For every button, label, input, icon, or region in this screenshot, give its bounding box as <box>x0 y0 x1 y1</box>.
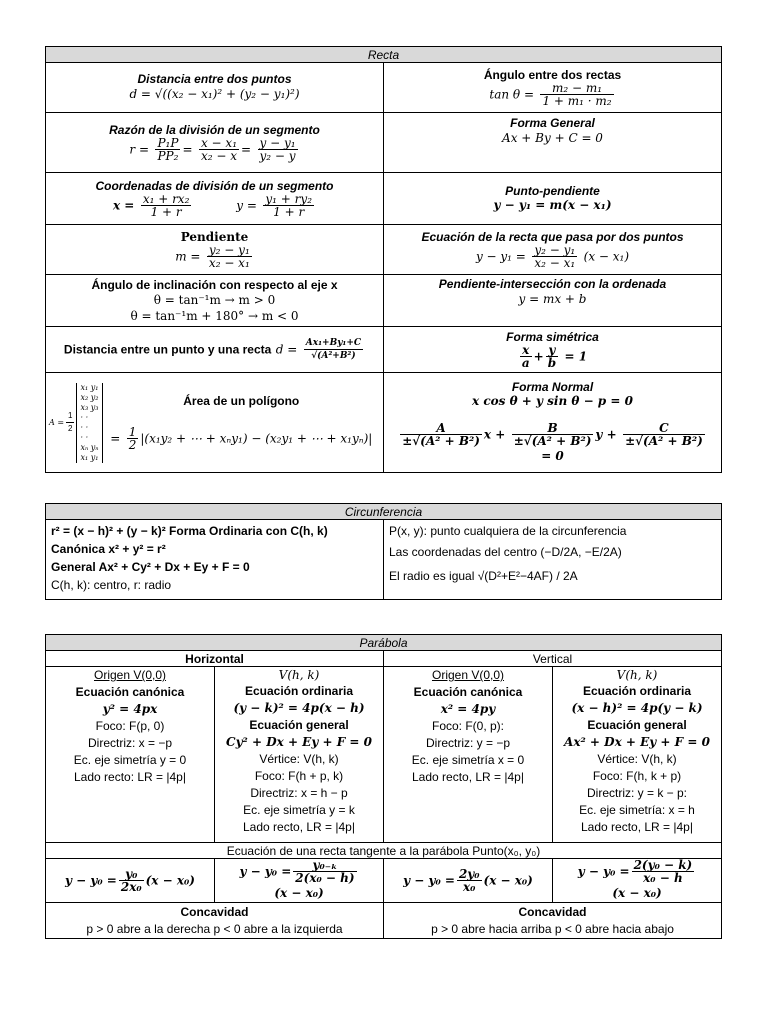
p4-general-label: Ecuación general <box>587 718 687 732</box>
fs-d2: b <box>547 355 557 370</box>
recta-table <box>45 46 722 473</box>
coordenadas-division-title: Coordenadas de división de un segmento <box>95 178 334 193</box>
razon-d3: y₂ − y <box>259 148 296 163</box>
t4-den: x₀ − h <box>643 871 683 885</box>
angulo-rectas-lhs: tan θ = <box>489 87 535 102</box>
t3-den: x₀ <box>463 880 476 894</box>
forma-normal-formula: x cos θ + y sin θ − p = 0 <box>472 393 633 408</box>
dos-puntos-rhs: (x − x₁) <box>583 249 630 264</box>
p4-vertice-label: V(h, k) <box>616 668 658 682</box>
circ-r2: Las coordenadas del centro (−D/2A, −E/2A) <box>389 545 622 559</box>
distancia-puntos-cell <box>46 63 384 113</box>
parabola-vertical-header: Vertical <box>384 651 722 667</box>
dpr-den: √(A²+B²) <box>311 351 356 361</box>
coordenadas-division-cell <box>46 173 384 225</box>
concavidad-h-text: p > 0 abre a la derecha p < 0 abre a la izquierda <box>86 921 343 936</box>
concavidad-h-title: Concavidad <box>180 904 249 919</box>
p2-directriz: Directriz: x = h − p <box>250 786 348 800</box>
fs-d1: a <box>521 355 530 370</box>
angulo-rectas-den: 1 + m₁ · m₂ <box>542 94 612 108</box>
p4-ordinaria: (x − h)² = 4p(y − k) <box>571 701 703 715</box>
parabola-col-2 <box>215 667 384 843</box>
coord-xl: x = <box>112 198 135 213</box>
p3-directriz: Directriz: y = −p <box>425 736 511 750</box>
forma-normal-title: Forma Normal <box>511 379 594 394</box>
forma-general-cell <box>384 113 722 173</box>
p2-general: Cy² + Dx + Ey + F = 0 <box>226 735 372 749</box>
area-rhs: |(x₁y₂ + ⋯ + xₙy₁) − (x₂y₁ + ⋯ + x₁yₙ)| <box>140 431 373 446</box>
dpr-lhs: d = <box>275 342 298 357</box>
circ-l4: C(h, k): centro, r: radio <box>51 578 172 592</box>
p2-vertice: Vértice: V(h, k) <box>259 752 339 766</box>
t1-rhs: (x − x₀) <box>145 873 195 888</box>
pendiente-den: x₂ − x₁ <box>208 256 250 270</box>
t2-num: y₀₋ₖ <box>293 859 356 872</box>
area-matrix: x₁ y₁ x₂ y₂ x₃ y₃ · · · · · · xₙ yₙ x₁ y₁ <box>76 383 102 463</box>
punto-pendiente-formula: y − y₁ = m(x − x₁) <box>493 198 612 212</box>
angulo-rectas-title: Ángulo entre dos rectas <box>483 68 622 82</box>
forma-general-title: Forma General <box>510 116 595 130</box>
area-frac-num: 1 <box>128 425 137 439</box>
forma-general-formula: Ax + By + C = 0 <box>502 131 603 145</box>
p4-directriz: Directriz: y = k − p: <box>586 786 688 800</box>
fn-den1: ±√(A² + B²) <box>402 433 480 448</box>
parabola-col-4 <box>553 667 722 843</box>
area-half-num: 1 <box>66 410 74 423</box>
area-frac-den: 2 <box>128 438 137 452</box>
pendiente-interseccion-cell <box>384 275 722 327</box>
t4-lhs: y − y₀ = <box>577 864 630 879</box>
forma-simetrica-cell: Forma simétrica $\frac{x}{a}$ + $\frac{y}{b}$ = 1 <box>384 327 722 373</box>
concavidad-v-text: p > 0 abre hacia arriba p < 0 abre hacia abajo <box>431 921 674 936</box>
concavidad-vertical <box>384 903 722 939</box>
angulo-inclinacion-l1: θ = tan⁻¹m → m > 0 <box>153 292 276 307</box>
razon-lhs: r = <box>129 142 150 157</box>
pendiente-lhs: m = <box>175 249 201 264</box>
punto-pendiente-cell <box>384 173 722 225</box>
tangente-2 <box>215 859 384 903</box>
coord-yn: y₁ + ry₂ <box>265 191 313 206</box>
recta-header: Recta <box>46 47 722 63</box>
p1-canonica: y² = 4px <box>102 702 158 716</box>
parabola-header: Parábola <box>46 635 722 651</box>
parabola-horizontal-header: Horizontal <box>46 651 384 667</box>
tangente-1 <box>46 859 215 903</box>
t3-lhs: y − y₀ = <box>403 873 455 888</box>
p4-lado-recto: Lado recto, LR = |4p| <box>581 820 693 834</box>
circunferencia-right <box>384 520 722 600</box>
t1-den: 2x₀ <box>120 880 142 894</box>
fn-den3: ±√(A² + B²) <box>625 433 703 448</box>
parabola-table <box>45 634 722 939</box>
p1-canonica-label: Ecuación canónica <box>75 685 185 699</box>
coord-yl: y = <box>236 198 257 213</box>
circunferencia-left <box>46 520 384 600</box>
parabola-col-3 <box>384 667 553 843</box>
t2-den: 2(x₀ − h) <box>295 871 355 885</box>
razon-n2: x − x₁ <box>200 135 237 150</box>
t3-rhs: (x − x₀) <box>483 873 533 888</box>
p2-ordinaria-label: Ecuación ordinaria <box>244 684 354 698</box>
fs-n1: x <box>520 344 532 357</box>
coord-xd: 1 + r <box>150 204 182 219</box>
recta-dos-puntos-cell <box>384 225 722 275</box>
circunferencia-header: Circunferencia <box>46 504 722 520</box>
p4-foco: Foco: F(h, k + p) <box>592 769 682 783</box>
p3-origen: Origen V(0,0) <box>431 668 505 682</box>
t4-num: 2(y₀ − k) <box>633 858 693 872</box>
circ-l2: Canónica x² + y² = r² <box>51 542 166 556</box>
p1-origen: Origen V(0,0) <box>93 668 167 682</box>
dos-puntos-den: x₂ − x₁ <box>534 255 576 270</box>
p2-vertice-label: V(h, k) <box>278 668 320 682</box>
tangente-4 <box>553 859 722 903</box>
distancia-puntos-formula: d = √((x₂ − x₁)² + (y₂ − y₁)²) <box>129 87 300 101</box>
p2-lado-recto: Lado recto, LR = |4p| <box>243 820 355 834</box>
circ-l1: r² = (x − h)² + (y − k)² Forma Ordinaria con C(h, k) <box>51 524 328 538</box>
circ-r3: El radio es igual √(D²+E²−4AF) / 2A <box>389 569 578 583</box>
p3-lado-recto: Lado recto, LR = |4p| <box>412 770 524 784</box>
t1-num: y₀ <box>119 868 144 881</box>
fn-A: A <box>400 422 482 435</box>
coord-yd: 1 + r <box>273 204 305 219</box>
concavidad-horizontal <box>46 903 384 939</box>
forma-normal-cell: Forma Normal x cos θ + y sin θ − p = 0 $\frac{A}{\text{±√(A² + B²)}}$ x + $\frac{B}{\text{±√(A² + B²)}}$ y + $\frac{C}{\text{±√(A² + B²)}}$ = 0 <box>384 373 722 473</box>
dpr-num: Ax₁+By₁+C <box>305 338 362 348</box>
fn-C: C <box>623 422 705 435</box>
dos-puntos-lhs: y − y₁ = <box>475 249 526 264</box>
razon-d1: PP₂ <box>157 148 179 163</box>
angulo-inclinacion-cell <box>46 275 384 327</box>
razon-division-cell: Razón de la división de un segmento r = $\frac{\text{P₁P}}{\text{PP₂}}$ = $\frac{\text{x − x₁}}{\text{x₂ − x}}$ = $\frac{\text{y − y₁}}{\text{y₂ − y}}$ <box>46 113 384 173</box>
fn-den2: ±√(A² + B²) <box>513 433 592 448</box>
p1-lado-recto: Lado recto: LR = |4p| <box>74 770 186 784</box>
distancia-punto-recta-title: Distancia entre un punto y una recta <box>63 342 272 357</box>
tangente-3 <box>384 859 553 903</box>
recta-dos-puntos-title: Ecuación de la recta que pasa por dos puntos <box>421 229 684 244</box>
pendiente-num: y₂ − y₁ <box>208 243 250 257</box>
circunferencia-table <box>45 503 722 600</box>
p4-vertice: Vértice: V(h, k) <box>597 752 677 766</box>
punto-pendiente-title: Punto-pendiente <box>505 184 600 198</box>
t2-rhs: (x − x₀) <box>274 886 324 900</box>
angulo-rectas-num: m₂ − m₁ <box>540 82 613 95</box>
p2-ordinaria: (y − k)² = 4p(x − h) <box>233 701 365 715</box>
pendiente-cell <box>46 225 384 275</box>
forma-simetrica-title: Forma simétrica <box>506 329 599 344</box>
dos-puntos-num: y₂ − y₁ <box>534 242 576 257</box>
area-poligono-title: Área de un polígono <box>183 394 300 408</box>
razon-n3: y − y₁ <box>259 135 296 150</box>
p2-foco: Foco: F(h + p, k) <box>254 769 344 783</box>
p3-canonica: x² = 4py <box>440 702 496 716</box>
tangente-title: Ecuación de una recta tangente a la parábola Punto(x₀, y₀) <box>46 843 722 859</box>
area-half-den: 2 <box>68 424 73 433</box>
p1-foco: Foco: F(p, 0) <box>95 719 165 733</box>
p4-ordinaria-label: Ecuación ordinaria <box>582 684 692 698</box>
p4-general: Ax² + Dx + Ey + F = 0 <box>564 735 710 749</box>
area-lhs: A = <box>49 417 65 427</box>
fn-B: B <box>512 422 594 435</box>
p1-eje: Ec. eje simetría y = 0 <box>73 753 187 767</box>
razon-division-title: Razón de la división de un segmento <box>109 122 320 137</box>
coord-xn: x₁ + rx₂ <box>142 191 190 206</box>
pendiente-interseccion-title: Pendiente-intersección con la ordenada <box>438 277 667 291</box>
pendiente-title: Pendiente <box>180 230 249 244</box>
t2-lhs: y − y₀ = <box>239 864 292 879</box>
distancia-puntos-title: Distancia entre dos puntos <box>137 72 292 86</box>
fs-rhs: = 1 <box>564 349 588 364</box>
fs-n2: y <box>546 344 558 357</box>
angulo-rectas-cell <box>384 63 722 113</box>
p3-eje: Ec. eje simetría x = 0 <box>411 753 525 767</box>
razon-n1: P₁P <box>157 135 179 150</box>
p3-canonica-label: Ecuación canónica <box>413 685 523 699</box>
distancia-punto-recta-cell <box>46 327 384 373</box>
angulo-inclinacion-title: Ángulo de inclinación con respecto al eje x <box>91 277 338 292</box>
p4-eje: Ec. eje simetría: x = h <box>579 803 695 817</box>
p1-directriz: Directriz: x = −p <box>87 736 173 750</box>
concavidad-v-title: Concavidad <box>518 904 587 919</box>
area-poligono-cell: A = $\frac{1}{2}$ x₁ y₁ x₂ y₂ x₃ y₃ · · · · · · xₙ yₙ x₁ y₁ Área de un polígono = $\frac{1}{2}$ |(x₁y₂ + ⋯ + xₙy₁) − (x₂y₁ + ⋯ + x₁yₙ)| <box>46 373 384 473</box>
circ-r1: P(x, y): punto cualquiera de la circunferencia <box>389 524 627 538</box>
t4-rhs: (x − x₀) <box>612 886 662 900</box>
razon-d2: x₂ − x <box>200 148 237 163</box>
pendiente-interseccion-formula: y = mx + b <box>518 292 587 306</box>
parabola-col-1 <box>46 667 215 843</box>
t1-lhs: y − y₀ = <box>65 873 117 888</box>
p2-general-label: Ecuación general <box>249 718 349 732</box>
p2-eje: Ec. eje simetría y = k <box>243 803 355 817</box>
angulo-inclinacion-l2: θ = tan⁻¹m + 180° → m < 0 <box>130 308 299 323</box>
t3-num: 2y₀ <box>458 867 480 881</box>
circ-l3: General Ax² + Cy² + Dx + Ey + F = 0 <box>51 560 250 574</box>
p3-foco: Foco: F(0, p): <box>431 719 505 733</box>
